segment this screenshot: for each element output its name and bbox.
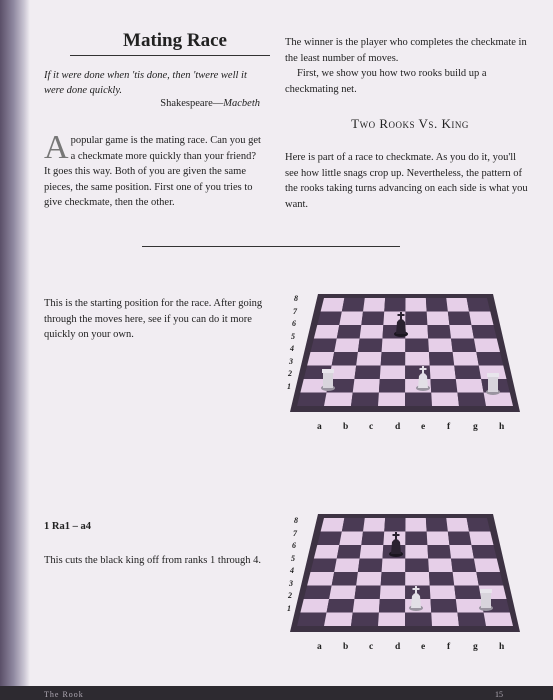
- board-square: [382, 559, 406, 573]
- file-label: h: [499, 642, 505, 652]
- board-square: [358, 559, 383, 573]
- board-square: [484, 613, 513, 627]
- right-paragraph-3: Here is part of a race to checkmate. As you do it, you'll see how little snags crop up. Nevertheless, the pattern of the rooks taking turns advancing on each side is what you want.: [285, 152, 528, 210]
- board-square: [329, 586, 356, 600]
- board-square: [384, 518, 405, 532]
- board-square: [449, 545, 473, 559]
- rank-label: 4: [290, 566, 294, 575]
- diagram-2-caption: This cuts the black king off from ranks 1 through 4.: [44, 555, 262, 566]
- board-square: [430, 586, 456, 600]
- board-square: [363, 518, 385, 532]
- board-square: [354, 366, 380, 380]
- file-label: e: [421, 642, 426, 652]
- board-square: [334, 559, 359, 573]
- chess-diagram-1: [288, 290, 523, 420]
- board-square: [449, 325, 473, 339]
- section-heading: Two Rooks Vs. King: [351, 116, 469, 131]
- board-square: [360, 325, 384, 339]
- board-square: [361, 532, 384, 546]
- file-label: f: [447, 642, 451, 652]
- board-square: [474, 559, 500, 573]
- board-square: [380, 366, 405, 380]
- attribution-name: Shakespeare—: [160, 98, 224, 109]
- epigraph-attribution: [120, 98, 260, 109]
- board-square: [379, 599, 405, 613]
- board-square: [378, 613, 405, 627]
- board-square: [431, 393, 459, 407]
- board-square: [448, 312, 472, 326]
- board-square: [484, 393, 513, 407]
- rank-label: 8: [294, 516, 298, 525]
- board-square: [446, 298, 469, 312]
- board-square: [427, 312, 450, 326]
- board-square: [469, 532, 493, 546]
- board-square: [427, 532, 450, 546]
- board-square: [378, 393, 405, 407]
- board-square: [456, 599, 484, 613]
- board-square: [307, 572, 334, 586]
- board-square: [457, 613, 486, 627]
- board-square: [454, 586, 481, 600]
- file-label: c: [369, 642, 374, 652]
- drop-cap: A: [44, 129, 69, 166]
- board-square: [430, 379, 457, 393]
- title-underline: [70, 55, 270, 56]
- board-square: [351, 613, 379, 627]
- board-square: [405, 393, 432, 407]
- board-square: [334, 339, 359, 353]
- file-label: d: [395, 642, 401, 652]
- white-rook-piece: [321, 369, 335, 391]
- rank-label: 4: [290, 344, 294, 353]
- chess-diagram-2: [288, 510, 523, 640]
- board-square: [361, 312, 384, 326]
- rank-label: 3: [289, 578, 293, 588]
- board-square: [431, 613, 459, 627]
- board-square: [381, 352, 406, 366]
- board-square: [353, 379, 380, 393]
- board-square: [384, 298, 405, 312]
- board-square: [300, 599, 329, 613]
- rank-label: 2: [288, 369, 292, 378]
- page-title: Mating Race: [123, 30, 227, 51]
- board-square: [353, 599, 380, 613]
- board-square: [476, 352, 503, 366]
- board-square: [405, 559, 429, 573]
- board-square: [314, 545, 339, 559]
- board-square: [405, 325, 428, 339]
- file-label: a: [317, 642, 322, 652]
- rank-label: 7: [293, 528, 297, 538]
- board-square: [363, 298, 385, 312]
- rank-label: 8: [294, 294, 298, 303]
- board-square: [311, 559, 337, 573]
- board-square: [337, 325, 362, 339]
- board-square: [405, 339, 429, 353]
- rank-label: 6: [292, 541, 296, 550]
- board-square: [405, 532, 427, 546]
- board-square: [339, 312, 363, 326]
- board-square: [405, 312, 427, 326]
- board-square: [297, 393, 327, 407]
- board-square: [342, 298, 365, 312]
- board-square: [426, 298, 448, 312]
- board-square: [474, 339, 500, 353]
- board-square: [430, 599, 457, 613]
- attribution-work: Macbeth: [223, 98, 260, 109]
- rank-label: 1: [287, 381, 291, 391]
- board-square: [380, 586, 405, 600]
- board-square: [356, 572, 381, 586]
- board-square: [317, 312, 342, 326]
- board-square: [454, 366, 481, 380]
- board-square: [429, 572, 454, 586]
- board-square: [405, 518, 426, 532]
- diagram-2-move: 1 Ra1 – a4: [44, 521, 91, 532]
- board-square: [446, 518, 469, 532]
- board-square: [469, 312, 493, 326]
- board-square: [457, 393, 486, 407]
- board-square: [354, 586, 380, 600]
- board-square: [476, 572, 503, 586]
- board-square: [324, 393, 353, 407]
- white-rook-piece: [486, 373, 500, 395]
- board-square: [304, 586, 332, 600]
- white-rook-piece: [479, 589, 493, 611]
- board-square: [467, 518, 491, 532]
- rank-label: 5: [291, 331, 295, 341]
- right-paragraph-1: The winner is the player who completes the checkmate in the least number of moves.: [285, 37, 527, 64]
- file-label: b: [343, 422, 349, 432]
- board-square: [453, 352, 479, 366]
- board-square: [351, 393, 379, 407]
- board-2-squares: [290, 514, 520, 632]
- board-square: [317, 532, 342, 546]
- epigraph-quote: If it were done when 'tis done, then 'twere well it were done quickly.: [44, 70, 247, 96]
- board-square: [405, 352, 430, 366]
- intro-text: popular game is the mating race. Can you get a checkmate more quickly than your friend? It goes this way. Both of you are given the same pieces, the same position. First one of you tries to give checkmate, then the other.: [44, 135, 261, 208]
- file-label: d: [395, 422, 401, 432]
- intro-paragraph: [44, 129, 262, 211]
- file-label: c: [369, 422, 374, 432]
- board-square: [321, 518, 345, 532]
- board-square: [360, 545, 384, 559]
- file-label: h: [499, 422, 505, 432]
- board-square: [427, 545, 451, 559]
- right-paragraph-2: First, we show you how two rooks build up a checkmating net.: [285, 68, 487, 95]
- board-square: [405, 572, 430, 586]
- board-square: [467, 298, 491, 312]
- board-square: [448, 532, 472, 546]
- board-square: [426, 518, 448, 532]
- board-square: [339, 532, 363, 546]
- board-square: [428, 559, 452, 573]
- rank-label: 5: [291, 553, 295, 563]
- board-square: [358, 339, 383, 353]
- rank-label: 6: [292, 319, 296, 328]
- chessboard-1-svg: [288, 290, 523, 420]
- board-square: [337, 545, 362, 559]
- board-square: [429, 352, 454, 366]
- file-label: a: [317, 422, 322, 432]
- chessboard-2-svg: [288, 510, 523, 640]
- board-square: [405, 613, 432, 627]
- rank-label: 1: [287, 603, 291, 613]
- board-square: [430, 366, 456, 380]
- board-square: [471, 325, 496, 339]
- board-square: [471, 545, 496, 559]
- board-square: [451, 339, 476, 353]
- board-square: [381, 572, 406, 586]
- board-square: [451, 559, 476, 573]
- page-number: 15: [495, 690, 503, 699]
- file-label: g: [473, 642, 478, 652]
- board-square: [382, 339, 406, 353]
- file-label: g: [473, 422, 478, 432]
- file-label: b: [343, 642, 349, 652]
- board-square: [327, 599, 355, 613]
- board-square: [342, 518, 365, 532]
- board-square: [324, 613, 353, 627]
- board-square: [332, 352, 358, 366]
- rank-label: 3: [289, 356, 293, 366]
- board-square: [427, 325, 451, 339]
- board-square: [379, 379, 405, 393]
- board-square: [453, 572, 479, 586]
- board-square: [307, 352, 334, 366]
- board-square: [297, 613, 327, 627]
- board-square: [356, 352, 381, 366]
- board-square: [428, 339, 452, 353]
- book-binding-shadow: [0, 0, 30, 700]
- board-square: [321, 298, 345, 312]
- section-divider: [142, 246, 400, 247]
- board-square: [332, 572, 358, 586]
- file-label: e: [421, 422, 426, 432]
- board-1-squares: [290, 294, 520, 412]
- board-square: [314, 325, 339, 339]
- diagram-1-caption: This is the starting position for the race. After going through the moves here, see if you can do it more quickly on your own.: [44, 298, 263, 340]
- rank-label: 2: [288, 591, 292, 600]
- board-square: [456, 379, 484, 393]
- board-square: [311, 339, 337, 353]
- footer-running-title: The Rook: [44, 690, 84, 699]
- board-square: [405, 298, 426, 312]
- rank-label: 7: [293, 306, 297, 316]
- file-label: f: [447, 422, 451, 432]
- board-square: [405, 545, 428, 559]
